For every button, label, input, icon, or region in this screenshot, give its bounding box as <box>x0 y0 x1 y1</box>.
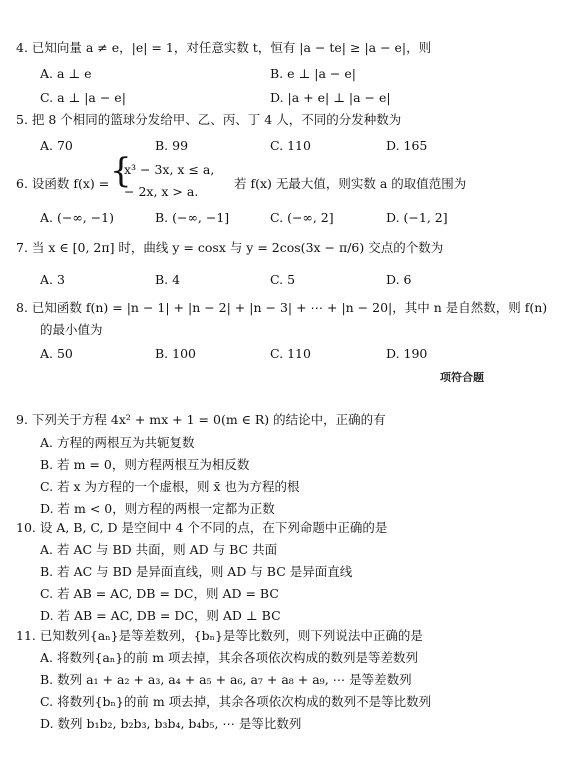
question-6-case-1: x³ − 3x, x ≤ a, <box>124 162 215 177</box>
question-10-option-a: A. 若 AC 与 BD 共面，则 AD 与 BC 共面 <box>40 542 278 557</box>
question-5-option-c: C. 110 <box>270 138 311 153</box>
question-10-stem: 10. 设 A, B, C, D 是空间中 4 个不同的点，在下列命题中正确的是 <box>16 520 388 535</box>
question-9-option-a: A. 方程的两根互为共轭复数 <box>40 435 195 450</box>
question-4-option-d: D. |a + e| ⊥ |a − e| <box>270 90 391 105</box>
question-4-option-c: C. a ⊥ |a − e| <box>40 90 126 105</box>
question-11-option-b: B. 数列 a₁ + a₂ + a₃, a₄ + a₅ + a₆, a₇ + a₈ + a₉, ⋯ 是等差数列 <box>40 672 412 687</box>
question-7-option-a: A. 3 <box>40 272 65 287</box>
question-9-option-b: B. 若 m = 0，则方程两根互为相反数 <box>40 457 250 472</box>
question-10-option-d: D. 若 AB = AC, DB = DC，则 AD ⊥ BC <box>40 608 281 623</box>
question-7-option-b: B. 4 <box>155 272 181 287</box>
question-8-option-d: D. 190 <box>386 346 428 361</box>
question-9-option-c: C. 若 x 为方程的一个虚根，则 x̄ 也为方程的根 <box>40 479 300 494</box>
question-8-stem-line-2: 的最小值为 <box>40 322 103 337</box>
question-7-option-c: C. 5 <box>270 272 296 287</box>
question-4-option-b: B. e ⊥ |a − e| <box>270 66 356 81</box>
question-11-option-a: A. 将数列{aₙ}的前 m 项去掉，其余各项依次构成的数列是等差数列 <box>40 650 419 665</box>
question-4-stem: 4. 已知向量 a ≠ e，|e| = 1，对任意实数 t，恒有 |a − te| ≥ |a − e|，则 <box>16 40 432 55</box>
question-9-option-d: D. 若 m < 0，则方程的两根一定都为正数 <box>40 501 275 516</box>
question-6-option-a: A. (−∞, −1) <box>40 210 114 225</box>
question-5-option-d: D. 165 <box>386 138 428 153</box>
question-6-case-2: − 2x, x > a. <box>124 184 199 199</box>
question-11-option-d: D. 数列 b₁b₂, b₂b₃, b₃b₄, b₄b₅, ⋯ 是等比数列 <box>40 716 302 731</box>
question-7-option-d: D. 6 <box>386 272 412 287</box>
question-5-option-a: A. 70 <box>40 138 73 153</box>
question-6-stem-prefix: 6. 设函数 f(x) = <box>16 176 110 191</box>
question-6-option-d: D. (−1, 2] <box>386 210 448 225</box>
question-6-stem-suffix: 若 f(x) 无最大值，则实数 a 的取值范围为 <box>234 176 467 191</box>
question-5-option-b: B. 99 <box>155 138 189 153</box>
question-9-stem: 9. 下列关于方程 4x² + mx + 1 = 0(m ∈ R) 的结论中，正确的有 <box>16 412 386 427</box>
question-8-stem: 8. 已知函数 f(n) = |n − 1| + |n − 2| + |n − 3| + ⋯ + |n − 20|，其中 n 是自然数，则 f(n) <box>16 300 548 315</box>
piecewise-brace: { <box>110 151 132 191</box>
question-10-option-c: C. 若 AB = AC, DB = DC，则 AD = BC <box>40 586 279 601</box>
section-banner-tail: 项符合题 <box>440 371 484 382</box>
section-banner-cropped <box>0 368 568 382</box>
question-7-stem: 7. 当 x ∈ [0, 2π] 时，曲线 y = cosx 与 y = 2cos(3x − π/6) 交点的个数为 <box>16 240 444 255</box>
question-10-option-b: B. 若 AC 与 BD 是异面直线，则 AD 与 BC 是异面直线 <box>40 564 353 579</box>
question-8-option-a: A. 50 <box>40 346 73 361</box>
question-4-option-a: A. a ⊥ e <box>40 66 92 81</box>
question-8-option-c: C. 110 <box>270 346 311 361</box>
question-8-option-b: B. 100 <box>155 346 196 361</box>
question-5-stem: 5. 把 8 个相同的篮球分发给甲、乙、丙、丁 4 人，不同的分发种数为 <box>16 112 402 127</box>
question-6-option-b: B. (−∞, −1] <box>155 210 230 225</box>
question-6-option-c: C. (−∞, 2] <box>270 210 334 225</box>
question-11-stem: 11. 已知数列{aₙ}是等差数列，{bₙ}是等比数列，则下列说法中正确的是 <box>16 628 423 643</box>
question-11-option-c: C. 将数列{bₙ}的前 m 项去掉，其余各项依次构成的数列不是等比数列 <box>40 694 432 709</box>
